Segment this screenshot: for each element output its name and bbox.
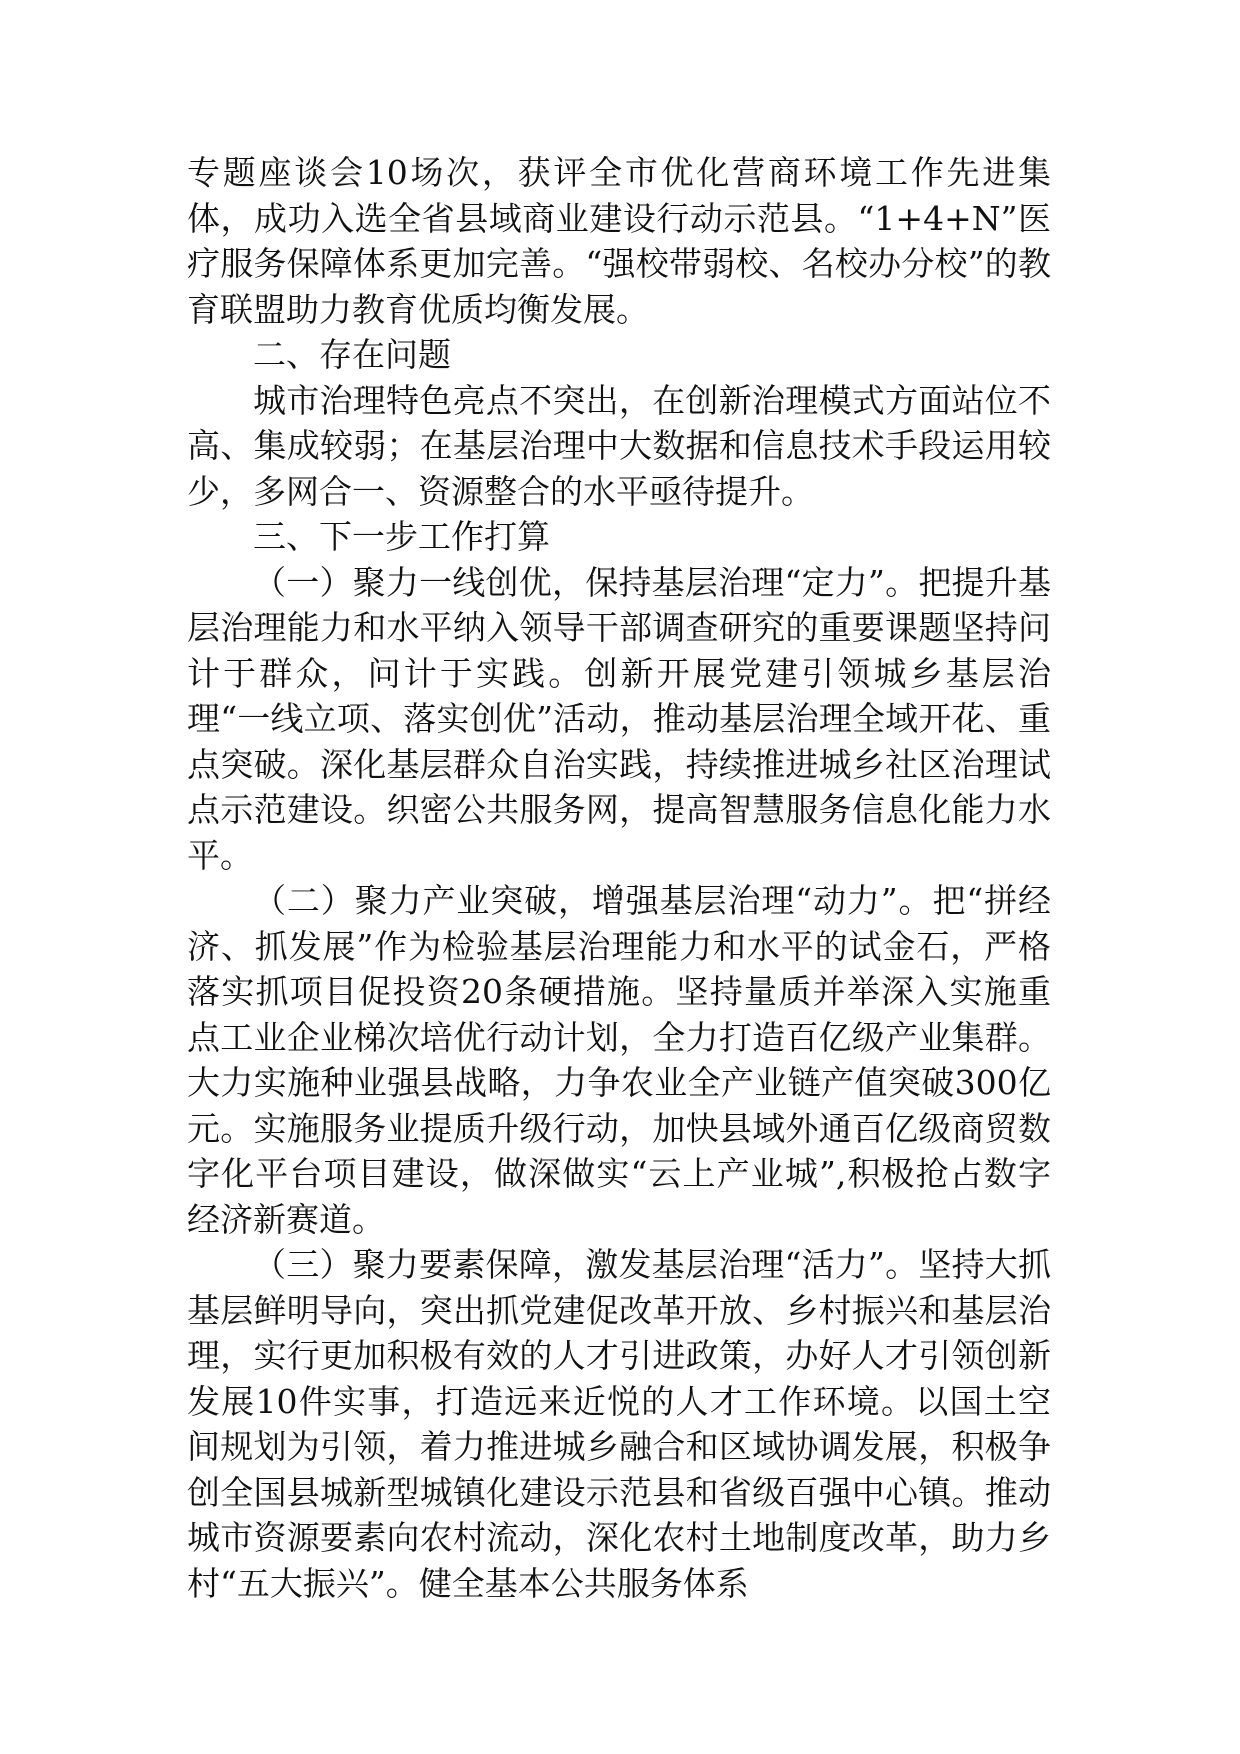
- paragraph-continuation: 专题座谈会10场次，获评全市优化营商环境工作先进集体，成功入选全省县域商业建设行动示范县。“1+4+N”医疗服务保障体系更加完善。“强校带弱校、名校办分校”的教育联盟助力教育优质均衡发展。: [187, 153, 1051, 329]
- paragraph-problems: 城市治理特色亮点不突出，在创新治理模式方面站位不高、集成较弱；在基层治理中大数据和信息技术手段运用较少，多网合一、资源整合的水平亟待提升。: [187, 380, 1051, 511]
- paragraph-item-1: （一）聚力一线创优，保持基层治理“定力”。把提升基层治理能力和水平纳入领导干部调查研究的重要课题坚持问计于群众，问计于实践。创新开展党建引领城乡基层治理“一线立项、落实创优”活动，推动基层治理全域开花、重点突破。深化基层群众自治实践，持续推进城乡社区治理试点示范建设。织密公共服务网，提高智慧服务信息化能力水平。: [187, 562, 1051, 875]
- paragraph-item-2: （二）聚力产业突破，增强基层治理“动力”。把“拼经济、抓发展”作为检验基层治理能力和水平的试金石，严格落实抓项目促投资20条硬措施。坚持量质并举深入实施重点工业企业梯次培优行动计划，全力打造百亿级产业集群。大力实施种业强县战略，力争农业全产业链产值突破300亿元。实施服务业提质升级行动，加快县域外通百亿级商贸数字化平台项目建设，做深做实“云上产业城”,积极抢占数字经济新赛道。: [187, 881, 1051, 1239]
- section-heading-next-steps: 三、下一步工作打算: [253, 517, 550, 556]
- paragraph-item-3: （三）聚力要素保障，激发基层治理“活力”。坚持大抓基层鲜明导向，突出抓党建促改革开放、乡村振兴和基层治理，实行更加积极有效的人才引进政策，办好人才引领创新发展10件实事，打造远来近悦的人才工作环境。以国土空间规划为引领，着力推进城乡融合和区域协调发展，积极争创全国县城新型城镇化建设示范县和省级百强中心镇。推动城市资源要素向农村流动，深化农村土地制度改革，助力乡村“五大振兴”。健全基本公共服务体系: [187, 1245, 1051, 1603]
- document-page: [187, 150, 1051, 1606]
- section-heading-problems: 二、存在问题: [253, 335, 451, 374]
